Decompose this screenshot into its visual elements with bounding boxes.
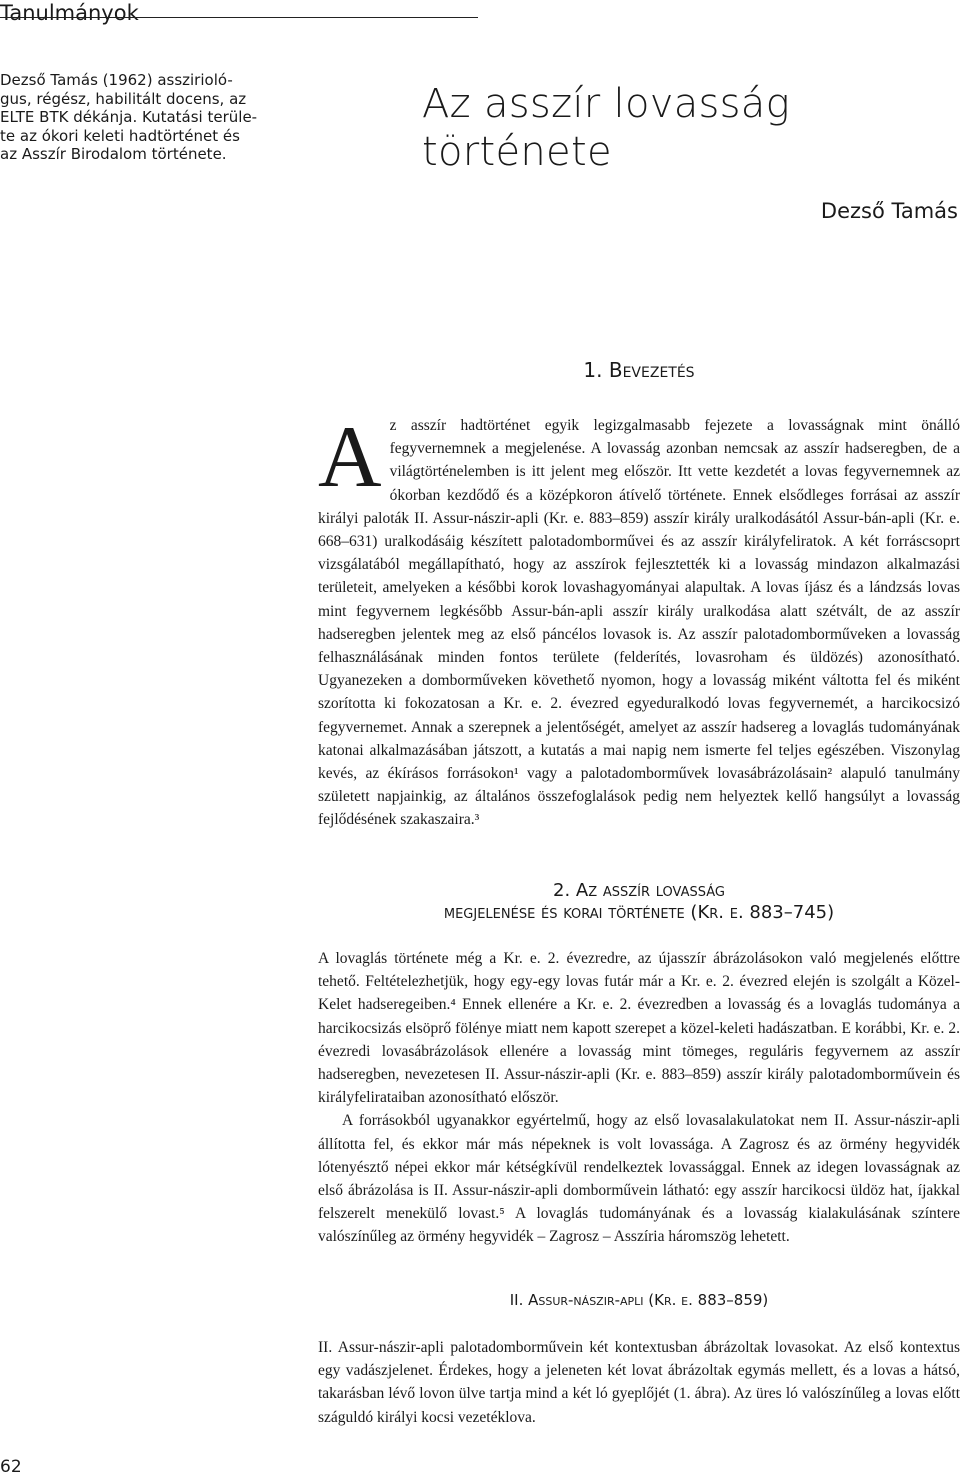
section-heading-ashurnasirpal: II. Assur-nászir-apli (Kr. e. 883–859) <box>509 1291 769 1309</box>
section-heading-line-2: megjelenése és korai története (Kr. e. 883–745) <box>443 902 835 923</box>
section-heading-line-1: 2. Az asszír lovasság <box>553 880 725 901</box>
page-number: 62 <box>0 1457 22 1477</box>
intro-text: z asszír hadtörténet egyik legizgalmasabb fejezete a lovasságnak mint önálló fegyvernemnek a megjelenése. A lovasság azonban nemcsak az asszír hadseregben, de a világtörténelemben is itt jelent meg először. Itt vette kezdetét a lovas fegyvernemnek az ókorban kezdődő és a középkoron átívelő története. Ennek elsődleges forrásai az asszír királyi paloták II. Assur-nászir-apli (Kr. e. 883–859) asszír király uralkodásától Assur-bán-apli (Kr. e. 668–631) uralkodásáig készített palotadomborművei és az asszír királyfeliratok. A két forráscsoprt vizsgálatából megállapítható, hogy az asszírok fejlesztették ki a lovasság mindazon alkalmazási területeit, amelyeken a későbbi korok lovashagyományai alapultak. A lovas íjász és a lándzsás lovas mint fegyvernem legkésőbb Assur-bán-apli asszír király uralkodása alatt szétvált, de az asszír hadseregben jelentek meg az első páncélos lovasok is. Az asszír palotadomborműveken a lovasság felhasználásának minden fontos területe (felderítés, lovasroham és üldözés) azonosítható. Ugyanezeken a domborműveken követhető nyomon, hogy a lovasság miként váltotta fel és miként szorította ki fokozatosan a Kr. e. 2. évezred egyeduralkodó lovas fegyvernemét, a harcikocsizó fegyvernemet. Annak a szerepnek a jelentőségét, amelyet az asszír hadsereg a lovaglás tudományának katonai alkalmazásában játszott, a kutatás a mai napig nem ismerte fel teljes egészében. Viszonylag kevés, az ékírásos forrásokon¹ vagy a palotadomborművek lovasábrázolásain² alapuló tanulmány született napjainkig, az általános összefoglalások pedig nem helyeztek kellő hangsúlyt a lovasság fejlődésének szakaszaira.³ <box>318 417 960 829</box>
ashurnasirpal-paragraph: II. Assur-nászir-apli palotadomborművein két kontextusban ábrázoltak lovasokat. Az első kontextus egy vadászjelenet. Érdekes, hogy a jeleneten két lovat ábrázoltak egymás mellett, és a lovas a hátsó, takarásban lévő lovon ülve tartja mind a két ló gyeplőjét (1. ábra). Az üres ló valószínűleg a lovas előtt száguldó királyi kocsi vezetéklova. <box>318 1339 960 1426</box>
section-label: Tanulmányok <box>0 1 139 25</box>
section-heading-early-history <box>318 880 960 924</box>
early-history-body <box>318 947 960 1249</box>
drop-cap: A <box>318 409 382 506</box>
intro-paragraph <box>318 409 960 832</box>
author-bio: Dezső Tamás (1962) asszirioló- gus, régész, habilitált docens, az ELTE BTK dékánja. Kutatási terüle- te az ókori keleti hadtörténet és az Asszír Birodalom története. <box>0 71 258 163</box>
early-history-paragraph-2: A forrásokból ugyanakkor egyértelmű, hogy az első lovasalakulatokat nem II. Assur-nászir-apli állította fel, és ekkor már más népeknek is volt lovassága. A Zagrosz és az örmény hegyvidék lótenyésztő népei ekkor már kétségkívül rendelkeztek lovassággal. Ennek az idegen lovasságnak az első ábrázolása is II. Assur-nászir-apli domborművein látható: egy asszír harcikocsi üldöz hat, íjakkal felszerelt menekülő lovast.⁵ A lovaglás tudományának és a lovasság kialakulásának színtere valószínűleg az örmény hegyvidék – Zagrosz – Asszíria háromszög lehetett. <box>318 1112 960 1246</box>
article-title: Az asszír lovasság története <box>422 81 790 175</box>
article-author: Dezső Tamás <box>820 199 958 223</box>
section-heading-intro: 1. Bevezetés <box>583 358 695 382</box>
early-history-paragraph-1: A lovaglás története még a Kr. e. 2. évezredre, az újasszír ábrázolásokon való megjelenés előttre tehető. Feltételezhetjük, hogy egy-egy lovas futár már a Kr. e. 2. évezred elején is szolgált a Közel-Kelet hadseregeiben.⁴ Ennek ellenére a Kr. e. 2. évezredben a lovasság és a lovaglás tudománya a harcikocsizás elsöprő fölénye miatt nem kapott szerepet a közel-keleti hadászatban. E korábbi, Kr. e. 2. évezredi lovasábrázolások ellenére a lovasság mint tömeges, reguláris fegyvernem az asszír hadseregben, nevezetesen II. Assur-nászir-apli (Kr. e. 883–859) asszír király palotadomborművein és királyfelirataiban azonosítható először. <box>318 950 960 1107</box>
header-rule <box>0 17 478 18</box>
